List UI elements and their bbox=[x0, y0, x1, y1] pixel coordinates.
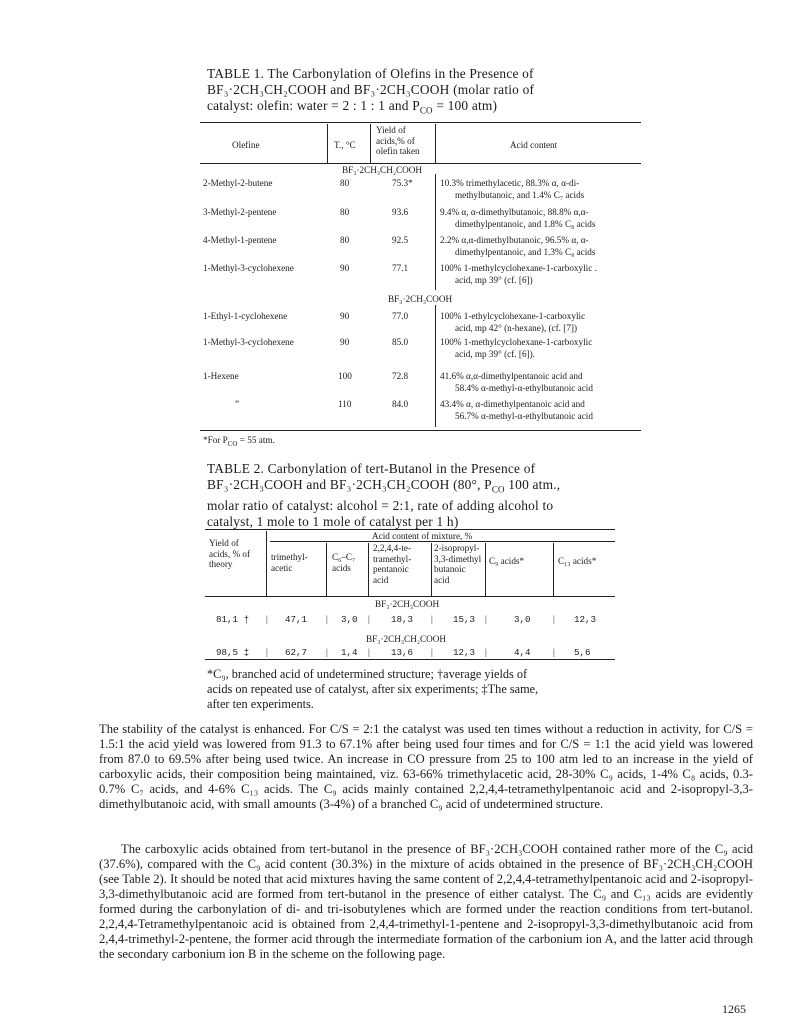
table1-header-temp: T., °C bbox=[334, 140, 356, 150]
table2-header-c2 bbox=[332, 552, 355, 573]
header-line: pentanoic bbox=[373, 564, 409, 574]
column-separator: | bbox=[266, 647, 268, 657]
column-separator: | bbox=[553, 614, 555, 624]
page-number: 1265 bbox=[722, 1002, 746, 1016]
column-separator: | bbox=[266, 614, 268, 624]
table2-bottom-rule bbox=[205, 659, 615, 660]
table2-cell-yield: 98,5 ‡ bbox=[216, 647, 250, 658]
table2-footnote bbox=[207, 667, 627, 712]
table1-temp: 100 bbox=[338, 371, 352, 381]
table2-header-group: Acid content of mixture, % bbox=[372, 531, 473, 541]
header-line: acetic bbox=[271, 562, 293, 573]
table2-header-c5: C₉ acids* bbox=[489, 556, 525, 566]
table2-header-yield bbox=[209, 538, 250, 570]
table1-header-olefine: Olefine bbox=[232, 140, 260, 150]
table2-cell: 18,3 bbox=[391, 614, 414, 625]
table1-acid-line: dimethylpentanoic, and 1.8% C₈ acids bbox=[455, 219, 596, 229]
table2-cell: 1,4 bbox=[341, 647, 358, 658]
table1-acid-line: 100% 1-methylcyclohexane-1-carboxylic bbox=[440, 337, 593, 347]
footnote-tail: = 55 atm. bbox=[237, 435, 275, 445]
header-line: butanoic bbox=[434, 564, 466, 574]
header-line: acids bbox=[332, 562, 351, 573]
table2-top-rule bbox=[205, 529, 615, 530]
table1-acid-line: 100% 1-methylcyclohexane-1-carboxylic . bbox=[440, 263, 597, 273]
table2-header-c3 bbox=[373, 543, 411, 585]
header-line: acid bbox=[434, 574, 450, 585]
table1-yield: 93.6 bbox=[392, 207, 409, 217]
table1-acid-line: 100% 1-ethylcyclohexane-1-carboxylic bbox=[440, 311, 586, 321]
header-line: olefin taken bbox=[376, 146, 420, 156]
footnote-line: *C₉, branched acid of undetermined structure; †average yields of bbox=[207, 667, 528, 681]
table2-cell: 12,3 bbox=[574, 614, 597, 625]
table2-header-c6: C₁₃ acids* bbox=[558, 556, 597, 566]
table2-cell-yield: 81,1 † bbox=[216, 614, 250, 625]
table2-caption-line: catalyst, 1 mole to 1 mole of catalyst per 1 h) bbox=[207, 513, 459, 529]
table1-yield: 72.8 bbox=[392, 371, 409, 381]
table1-bottom-rule bbox=[200, 430, 641, 431]
table1-acid-line: acid, mp 39° (cf. [6]). bbox=[455, 349, 535, 359]
footnote-subscript: CO bbox=[227, 439, 238, 448]
table1-col-divider bbox=[370, 124, 371, 163]
table2-group-label: BF₃·2CH₃CH₂COOH bbox=[366, 634, 447, 644]
table2-cell: 47,1 bbox=[285, 614, 308, 625]
table1-caption bbox=[207, 66, 587, 119]
table1-acid-line: acid, mp 42° (n-hexane), (cf. [7]) bbox=[455, 323, 578, 333]
table1-top-rule bbox=[200, 122, 641, 123]
table2-cell: 3,0 bbox=[341, 614, 358, 625]
header-line: trimethyl- bbox=[271, 552, 308, 562]
table2-header-c4 bbox=[434, 543, 481, 585]
footnote-text: *For P bbox=[203, 435, 228, 445]
table1-caption-tail: = 100 atm) bbox=[432, 98, 498, 113]
table1-olefine: 1-Hexene bbox=[203, 371, 239, 381]
table2-cell: 3,0 bbox=[514, 614, 531, 625]
table1-yield: 92.5 bbox=[392, 235, 409, 245]
table1-temp: 80 bbox=[340, 235, 350, 245]
table1-olefine: ” bbox=[235, 399, 240, 409]
header-line: 2,2,4,4-te- bbox=[373, 543, 412, 553]
table1-caption-line: catalyst: olefin: water = 2 : 1 : 1 and P bbox=[207, 98, 420, 113]
column-separator: | bbox=[485, 647, 487, 657]
footnote-line: acids on repeated use of catalyst, after six experiments; ‡The same, bbox=[207, 682, 539, 696]
table1-caption-line: TABLE 1. The Carbonylation of Olefins in the Presence of bbox=[207, 66, 534, 81]
table1-yield: 84.0 bbox=[392, 399, 409, 409]
header-line: acid bbox=[373, 574, 389, 585]
column-separator: | bbox=[368, 647, 370, 657]
header-line: Yield of bbox=[376, 125, 406, 135]
table1-col-divider bbox=[327, 124, 328, 163]
table1-olefine: 3-Methyl-2-pentene bbox=[203, 207, 277, 217]
table1-yield: 77.0 bbox=[392, 311, 409, 321]
header-line: acids, % of bbox=[209, 548, 251, 559]
table2-cell: 13,6 bbox=[391, 647, 414, 658]
table1-header-yield bbox=[376, 125, 420, 157]
table1-olefine: 1-Methyl-3-cyclohexene bbox=[203, 263, 294, 273]
column-separator: | bbox=[431, 647, 433, 657]
table1-acid-line: 41.6% α,α-dimethylpentanoic acid and bbox=[440, 371, 583, 381]
table2-cell: 12,3 bbox=[453, 647, 476, 658]
table1-acid-line: dimethylpentanoic, and 1.3% C₈ acids bbox=[455, 247, 596, 257]
table2-cell: 5,6 bbox=[574, 647, 591, 658]
table1-acid-line: 2.2% α,α-dimethylbutanoic, 96.5% α, α- bbox=[440, 235, 589, 245]
table1-olefine: 4-Methyl-1-pentene bbox=[203, 235, 277, 245]
table1-header-acid: Acid content bbox=[510, 140, 558, 150]
table1-olefine: 2-Methyl-2-butene bbox=[203, 178, 273, 188]
header-line: 3,3-dimethyl bbox=[434, 553, 482, 564]
table1-acid-line: 10.3% trimethylacetic, 88.3% α, α-di- bbox=[440, 178, 580, 188]
table2-cell: 15,3 bbox=[453, 614, 476, 625]
column-separator: | bbox=[485, 614, 487, 624]
column-separator: | bbox=[553, 647, 555, 657]
body-paragraph: The carboxylic acids obtained from tert-butanol in the presence of BF₃·2CH₃COOH contained rather more of the C₉ acid (37.6%), compared with the C₉ acid content (30.3%) in the mixture of acids obtained in the presence of BF₃·2CH₃CH₂COOH (see Table 2). It should be noted that acid mixtures having the same content of 2,2,4,4-tetramethylpentanoic acid and 2-isopropyl-3,3-dimethylbutanoic acid are formed from tert-butanol in the presence of either catalyst. The C₉ and C₁₃ acids are evidently formed during the carbonylation of di- and tri-isobutylenes which are formed under the reaction conditions from tert-butanol. 2,2,4,4-Tetramethylpentanoic acid is obtained from 2,4,4-trimethyl-1-pentene and 2-isopropyl-3,3-dimethylbutanoic acid from 2,4,4-trimethyl-2-pentene, the former acid through the intermediate formation of the carbonium ion A, and the latter acid through the secondary carbonium ion B in the scheme on the following page. bbox=[99, 842, 753, 961]
table1-temp: 80 bbox=[340, 207, 350, 217]
table1-acid-line: methylbutanoic, and 1.4% C₇ acids bbox=[455, 190, 585, 200]
column-separator: | bbox=[368, 614, 370, 624]
table2-header-c1 bbox=[271, 552, 308, 573]
table1-temp: 110 bbox=[338, 399, 352, 409]
footnote-line: after ten experiments. bbox=[207, 697, 314, 711]
header-line: 2-isopropyl- bbox=[434, 543, 480, 553]
table1-yield: 85.0 bbox=[392, 337, 409, 347]
table1-caption-line: BF₃·2CH₃CH₂COOH and BF₃·2CH₃COOH (molar ratio of bbox=[207, 82, 535, 97]
table2-col-divider bbox=[431, 543, 432, 596]
table1-temp: 90 bbox=[340, 337, 350, 347]
table1-temp: 80 bbox=[340, 178, 350, 188]
table1-group-label: BF₃·2CH₃CH₂COOH bbox=[342, 165, 423, 175]
table2-col-divider bbox=[266, 531, 267, 596]
table2-col-divider bbox=[368, 543, 369, 596]
column-separator: | bbox=[326, 647, 328, 657]
table1-col-divider bbox=[435, 174, 436, 290]
table2-caption-line: BF₃·2CH₃COOH and BF₃·2CH₃CH₂COOH (80°, P bbox=[207, 477, 492, 492]
body-paragraph: The stability of the catalyst is enhanced. For C/S = 2:1 the catalyst was used ten times without a reduction in activity, for C/S = 1.5:1 the acid yield was lowered from 91.3 to 67.1% after being used four times and for C/S = 1:1 the acid yield was lowered from 87.0 to 69.5% after being used twice. An increase in CO pressure from 25 to 100 atm led to an increase in the yield of carboxylic acids, their composition being maintained, viz. 63-66% trimethylacetic acid, 28-30% C₉ acids, 1-4% C₈ acids, 0.3-0.7% C₇ acids, and 4-6% C₁₃ acids. The C₉ acids mainly contained 2,2,4,4-tetramethylpentanoic acid and 2-isopropyl-3,3-dimethylbutanoic acid, with small amounts (3-4%) of a branched C₉ acid of undetermined structure. bbox=[99, 722, 753, 811]
table2-caption bbox=[207, 461, 607, 530]
table1-olefine: 1-Ethyl-1-cyclohexene bbox=[203, 311, 288, 321]
table2-col-divider bbox=[553, 543, 554, 596]
table1-yield: 75.3* bbox=[392, 178, 413, 188]
table2-cell: 62,7 bbox=[285, 647, 308, 658]
table2-caption-tail: 100 atm., bbox=[504, 477, 561, 492]
header-line: Yield of bbox=[209, 538, 239, 548]
header-line: theory bbox=[209, 559, 233, 569]
column-separator: | bbox=[431, 614, 433, 624]
table1-acid-line: 58.4% α-methyl-α-ethylbutanoic acid bbox=[455, 383, 593, 393]
table1-col-divider bbox=[435, 124, 436, 163]
table1-header-rule bbox=[200, 163, 641, 164]
table1-olefine: 1-Methyl-3-cyclohexene bbox=[203, 337, 294, 347]
table1-col-divider bbox=[435, 305, 436, 427]
pco-subscript: CO bbox=[419, 105, 433, 116]
table2-group-label: BF₃·2CH₃COOH bbox=[375, 599, 440, 609]
table1-group-label: BF₃·2CH₃COOH bbox=[388, 294, 453, 304]
table1-acid-line: acid, mp 39° (cf. [6]) bbox=[455, 275, 533, 285]
table1-acid-line: 9.4% α, α-dimethylbutanoic, 88.8% α,α- bbox=[440, 207, 589, 217]
table2-caption-line: molar ratio of catalyst: alcohol = 2:1, rate of adding alcohol to bbox=[207, 497, 554, 513]
header-line: tramethyl- bbox=[373, 553, 412, 564]
table2-col-divider bbox=[485, 543, 486, 596]
table1-acid-line: 56.7% α-methyl-α-ethylbutanoic acid bbox=[455, 411, 593, 421]
pco-subscript: CO bbox=[491, 484, 505, 495]
table1-temp: 90 bbox=[340, 311, 350, 321]
table1-footnote bbox=[203, 435, 275, 450]
table1-temp: 90 bbox=[340, 263, 350, 273]
table2-col-divider bbox=[326, 543, 327, 596]
table2-caption-line: TABLE 2. Carbonylation of tert-Butanol in the Presence of bbox=[207, 461, 536, 476]
table2-header-rule bbox=[205, 596, 615, 597]
header-line: acids,% of bbox=[376, 135, 415, 146]
header-line: C₆–C₇ bbox=[332, 552, 356, 562]
table1-acid-line: 43.4% α, α-dimethylpentanoic acid and bbox=[440, 399, 585, 409]
column-separator: | bbox=[326, 614, 328, 624]
table1-yield: 77.1 bbox=[392, 263, 409, 273]
table2-cell: 4,4 bbox=[514, 647, 531, 658]
